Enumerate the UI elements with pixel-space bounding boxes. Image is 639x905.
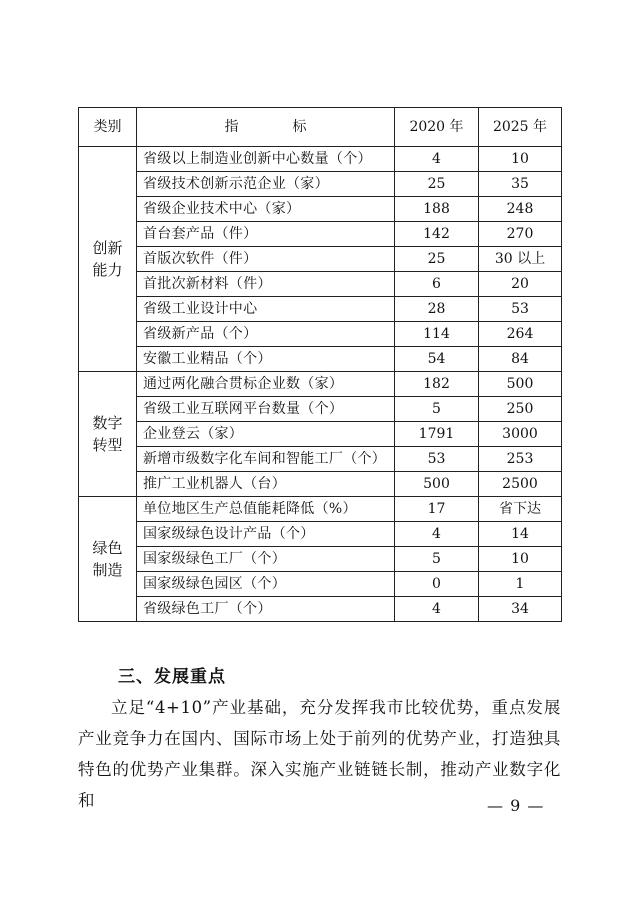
value-2025-cell: 34 — [479, 597, 562, 622]
category-cell: 数字 转型 — [79, 372, 137, 497]
value-2020-cell: 182 — [395, 372, 479, 397]
table-row — [79, 597, 562, 622]
value-2025-cell: 248 — [479, 197, 562, 222]
value-2020-cell: 0 — [395, 572, 479, 597]
value-2025-cell: 264 — [479, 322, 562, 347]
value-2025-cell: 20 — [479, 272, 562, 297]
indicator-cell: 省级技术创新示范企业（家） — [137, 172, 395, 197]
indicator-cell: 省级工业互联网平台数量（个） — [137, 397, 395, 422]
header-2020: 2020 年 — [395, 108, 479, 147]
indicator-cell: 国家级绿色工厂（个） — [137, 547, 395, 572]
indicator-cell: 省级新产品（个） — [137, 322, 395, 347]
table-row — [79, 422, 562, 447]
value-2020-cell: 1791 — [395, 422, 479, 447]
value-2020-cell: 188 — [395, 197, 479, 222]
value-2020-cell: 114 — [395, 322, 479, 347]
value-2020-cell: 25 — [395, 172, 479, 197]
table-row — [79, 497, 562, 522]
value-2020-cell: 25 — [395, 247, 479, 272]
table-row — [79, 272, 562, 297]
indicator-cell: 省级绿色工厂（个） — [137, 597, 395, 622]
header-category: 类别 — [79, 108, 137, 147]
table-header-row — [79, 108, 562, 147]
value-2025-cell: 500 — [479, 372, 562, 397]
indicator-cell: 新增市级数字化车间和智能工厂（个） — [137, 447, 395, 472]
table-row — [79, 147, 562, 172]
value-2020-cell: 5 — [395, 547, 479, 572]
indicator-cell: 推广工业机器人（台） — [137, 472, 395, 497]
value-2020-cell: 142 — [395, 222, 479, 247]
value-2025-cell: 14 — [479, 522, 562, 547]
value-2020-cell: 6 — [395, 272, 479, 297]
table-row — [79, 297, 562, 322]
value-2020-cell: 17 — [395, 497, 479, 522]
table-row — [79, 572, 562, 597]
value-2020-cell: 53 — [395, 447, 479, 472]
page-number: — 9 — — [487, 796, 545, 815]
value-2020-cell: 28 — [395, 297, 479, 322]
indicator-cell: 安徽工业精品（个） — [137, 347, 395, 372]
value-2025-cell: 2500 — [479, 472, 562, 497]
table-row — [79, 522, 562, 547]
indicator-cell: 省级企业技术中心（家） — [137, 197, 395, 222]
table-row — [79, 197, 562, 222]
table-body — [79, 147, 562, 622]
category-cell: 绿色 制造 — [79, 497, 137, 622]
header-indicator: 指 标 — [137, 108, 395, 147]
header-2025: 2025 年 — [479, 108, 562, 147]
table-row — [79, 172, 562, 197]
indicator-cell: 首版次软件（件） — [137, 247, 395, 272]
indicator-table — [78, 107, 562, 622]
table-row — [79, 547, 562, 572]
value-2025-cell: 10 — [479, 147, 562, 172]
indicator-cell: 企业登云（家） — [137, 422, 395, 447]
table-row — [79, 222, 562, 247]
body-paragraph: 立足“4+10”产业基础，充分发挥我市比较优势，重点发展产业竞争力在国内、国际市场上处于前列的优势产业，打造独具特色的优势产业集群。深入实施产业链链长制，推动产业数字化和 — [78, 698, 561, 810]
value-2025-cell: 省下达 — [479, 497, 562, 522]
indicator-cell: 省级以上制造业创新中心数量（个） — [137, 147, 395, 172]
indicator-cell: 国家级绿色园区（个） — [137, 572, 395, 597]
value-2020-cell: 54 — [395, 347, 479, 372]
value-2020-cell: 4 — [395, 522, 479, 547]
value-2025-cell: 35 — [479, 172, 562, 197]
table-row — [79, 397, 562, 422]
indicator-cell: 首批次新材料（件） — [137, 272, 395, 297]
indicator-cell: 国家级绿色设计产品（个） — [137, 522, 395, 547]
section-heading: 三、发展重点 — [118, 667, 226, 687]
value-2025-cell: 53 — [479, 297, 562, 322]
table-row — [79, 322, 562, 347]
value-2025-cell: 270 — [479, 222, 562, 247]
value-2025-cell: 10 — [479, 547, 562, 572]
value-2025-cell: 3000 — [479, 422, 562, 447]
table-row — [79, 447, 562, 472]
indicator-cell: 单位地区生产总值能耗降低（%） — [137, 497, 395, 522]
category-cell: 创新 能力 — [79, 147, 137, 372]
table-row — [79, 372, 562, 397]
value-2025-cell: 253 — [479, 447, 562, 472]
table-row — [79, 247, 562, 272]
value-2020-cell: 4 — [395, 147, 479, 172]
value-2025-cell: 84 — [479, 347, 562, 372]
value-2020-cell: 4 — [395, 597, 479, 622]
indicator-cell: 首台套产品（件） — [137, 222, 395, 247]
indicator-cell: 通过两化融合贯标企业数（家） — [137, 372, 395, 397]
value-2025-cell: 250 — [479, 397, 562, 422]
value-2025-cell: 1 — [479, 572, 562, 597]
value-2020-cell: 5 — [395, 397, 479, 422]
indicator-cell: 省级工业设计中心 — [137, 297, 395, 322]
value-2020-cell: 500 — [395, 472, 479, 497]
value-2025-cell: 30 以上 — [479, 247, 562, 272]
table-row — [79, 347, 562, 372]
table-row — [79, 472, 562, 497]
